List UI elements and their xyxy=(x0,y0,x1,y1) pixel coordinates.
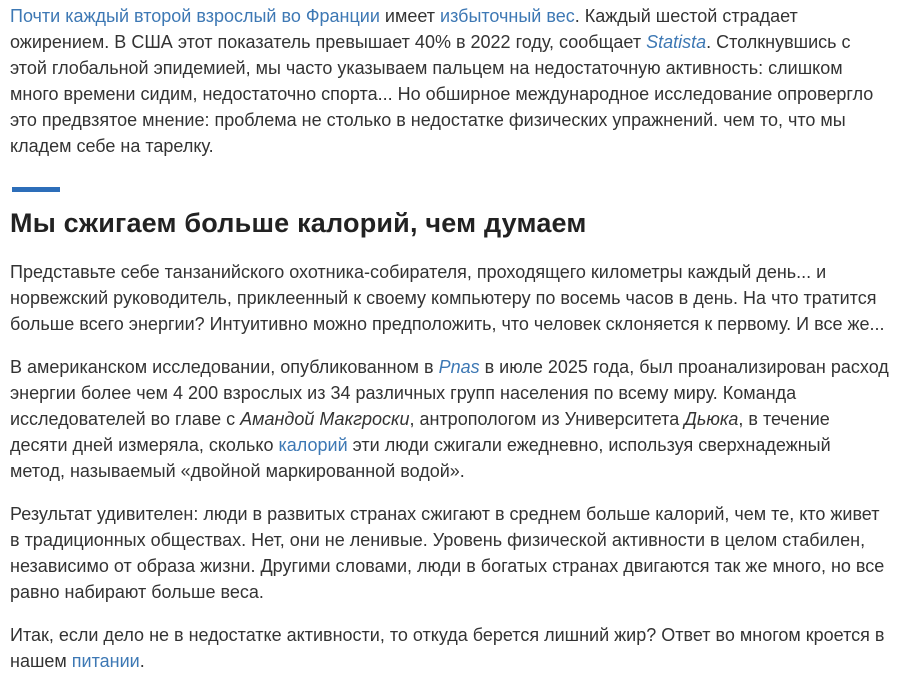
paragraph xyxy=(10,501,890,605)
inline-link[interactable]: Pnas xyxy=(438,357,480,377)
body-text: . Каждый шестой страдает ожирением. В США этот показатель превышает 40% в 2022 году, сообщает xyxy=(10,6,798,52)
emphasis-text: Дьюка xyxy=(684,409,739,429)
body-text: Результат удивителен: люди в развитых странах сжигают в среднем больше калорий, чем те, кто живет в традиционных обществах. Нет, они не ленивые. Уровень физической активности в целом стабилен, независимо от образа жизни. Другими словами, люди в богатых странах двигаются так же много, но все равно набирают больше веса. xyxy=(10,504,885,602)
body-text: Представьте себе танзанийского охотника-собирателя, проходящего километры каждый день... и норвежский руководитель, приклеенный к своему компьютеру по восемь часов в день. На что тратится больше всего энергии? Интуитивно можно предположить, что человек склоняется к первому. И все же... xyxy=(10,262,885,334)
paragraph xyxy=(10,259,890,337)
emphasis-text: Амандой Макгроски xyxy=(240,409,410,429)
body-text: , антропологом из Университета xyxy=(409,409,685,429)
body-text: В американском исследовании, опубликованном в xyxy=(10,357,439,377)
body-text: . xyxy=(139,651,145,671)
paragraph xyxy=(10,622,890,674)
section-paragraphs xyxy=(10,259,890,674)
body-text: Итак, если дело не в недостатке активности, то откуда берется лишний жир? Ответ во многом кроется в нашем xyxy=(10,625,885,671)
body-text: , в течение десяти дней измеряла, сколько xyxy=(10,409,830,455)
section-accent-bar xyxy=(12,187,60,192)
inline-link[interactable]: калорий xyxy=(278,435,348,455)
paragraph xyxy=(10,354,890,484)
inline-link[interactable]: питании xyxy=(71,651,140,671)
body-text: эти люди сжигали ежедневно, используя сверхнадежный метод, называемый «двойной маркированной водой». xyxy=(10,435,831,481)
body-text: в июле 2025 года, был проанализирован расход энергии более чем 4 200 взрослых из 34 различных групп населения по всему миру. Команда исследователей во главе с xyxy=(10,357,889,429)
body-text: . Столкнувшись с этой глобальной эпидемией, мы часто указываем пальцем на недостаточную активность: слишком много времени сидим, недостаточно спорта... Но обширное международное исследование опровергло это предвзятое мнение: проблема не столько в недостатке физических упражнений. чем то, что мы кладем себе на тарелку. xyxy=(10,32,874,156)
body-text: имеет xyxy=(379,6,441,26)
inline-link[interactable]: Почти каждый второй взрослый во Франции xyxy=(10,6,380,26)
inline-link[interactable]: Statista xyxy=(646,32,707,52)
inline-link[interactable]: избыточный вес xyxy=(440,6,575,26)
section-heading: Мы сжигаем больше калорий, чем думаем xyxy=(10,208,587,238)
intro-paragraph xyxy=(10,3,890,159)
